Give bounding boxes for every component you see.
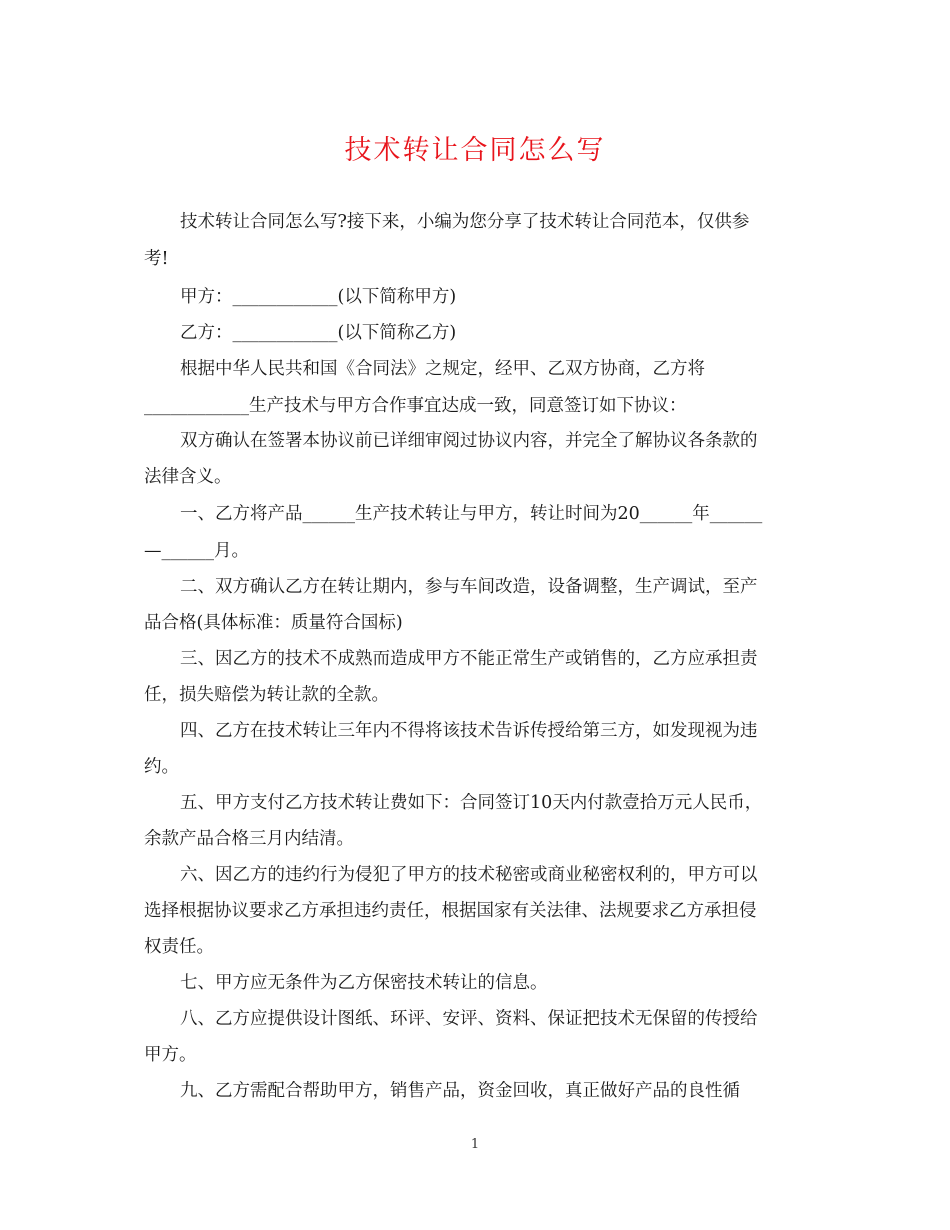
clause-line: 四、乙方在技术转让三年内不得将该技术告诉传授给第三方，如发现视为违 — [180, 721, 758, 741]
clause-line: 一、乙方将产品______生产技术转让与甲方，转让时间为20______年______ — [180, 504, 763, 524]
paragraph-line: 双方确认在签署本协议前已详细审阅过协议内容，并完全了解协议各条款的 — [180, 431, 758, 451]
clause-line: 八、乙方应提供设计图纸、环评、安评、资料、保证把技术无保留的传授给 — [180, 1009, 758, 1029]
clause-line: 选择根据协议要求乙方承担违约责任，根据国家有关法律、法规要求乙方承担侵 — [144, 901, 757, 921]
clause-line: —______月。 — [144, 541, 249, 561]
paragraph-line: ____________生产技术与甲方合作事宜达成一致，同意签订如下协议： — [144, 396, 687, 416]
document-title: 技术转让合同怎么写 — [344, 135, 606, 166]
clause-line: 权责任。 — [144, 937, 214, 957]
clause-line: 任，损失赔偿为转让款的全款。 — [144, 685, 389, 705]
clause-line: 约。 — [144, 757, 179, 777]
clause-line: 品合格(具体标准：质量符合国标) — [144, 613, 403, 633]
clause-line: 九、乙方需配合帮助甲方，销售产品，资金回收，真正做好产品的良性循 — [180, 1081, 740, 1101]
clause-line: 三、因乙方的技术不成熟而造成甲方不能正常生产或销售的，乙方应承担责 — [180, 649, 758, 669]
paragraph-line: 技术转让合同怎么写?接下来，小编为您分享了技术转让合同范本，仅供参 — [180, 212, 750, 232]
paragraph-line: 法律含义。 — [144, 467, 232, 487]
paragraph-line: 考! — [144, 249, 169, 269]
page-number: 1 — [470, 1137, 480, 1152]
party-a-line: 甲方：____________(以下简称甲方) — [180, 287, 457, 307]
party-b-line: 乙方：____________(以下简称乙方) — [180, 323, 457, 343]
clause-line: 七、甲方应无条件为乙方保密技术转让的信息。 — [180, 973, 548, 993]
clause-line: 六、因乙方的违约行为侵犯了甲方的技术秘密或商业秘密权利的，甲方可以 — [180, 865, 758, 885]
clause-line: 余款产品合格三月内结清。 — [144, 829, 354, 849]
clause-line: 二、双方确认乙方在转让期内，参与车间改造，设备调整，生产调试，至产 — [180, 577, 758, 597]
paragraph-line: 根据中华人民共和国《合同法》之规定，经甲、乙双方协商，乙方将 — [180, 359, 705, 379]
clause-line: 甲方。 — [144, 1045, 197, 1065]
clause-line: 五、甲方支付乙方技术转让费如下：合同签订10天内付款壹拾万元人民币， — [180, 793, 763, 813]
